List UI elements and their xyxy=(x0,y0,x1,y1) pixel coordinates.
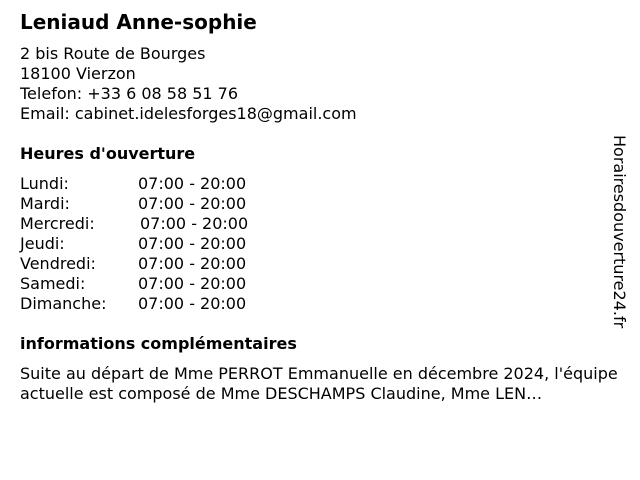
site-watermark: Horairesdouverture24.fr xyxy=(610,135,629,329)
additional-info-heading: informations complémentaires xyxy=(20,334,297,353)
hours-row-saturday xyxy=(20,274,280,294)
time-range: 07:00 - 20:00 xyxy=(140,214,249,233)
time-range: 07:00 - 20:00 xyxy=(138,294,247,313)
hours-row-tuesday xyxy=(20,194,280,214)
day-label: Vendredi: xyxy=(20,254,96,273)
day-label: Dimanche: xyxy=(20,294,107,313)
time-range: 07:00 - 20:00 xyxy=(138,174,247,193)
day-label: Jeudi: xyxy=(20,234,65,253)
hours-row-thursday xyxy=(20,234,280,254)
address-street: 2 bis Route de Bourges xyxy=(20,44,206,63)
day-label: Lundi: xyxy=(20,174,69,193)
time-range: 07:00 - 20:00 xyxy=(138,234,247,253)
time-range: 07:00 - 20:00 xyxy=(138,274,247,293)
address-city: 18100 Vierzon xyxy=(20,64,136,83)
time-range: 07:00 - 20:00 xyxy=(138,194,247,213)
email-line: Email: cabinet.idelesforges18@gmail.com xyxy=(20,104,357,123)
day-label: Mardi: xyxy=(20,194,70,213)
hours-row-monday xyxy=(20,174,280,194)
hours-row-wednesday xyxy=(20,214,280,234)
hours-row-friday xyxy=(20,254,280,274)
additional-info-text: Suite au départ de Mme PERROT Emmanuelle en décembre 2024, l'équipe actuelle est composé de Mme DESCHAMPS Claudine, Mme LEN… xyxy=(20,364,618,403)
opening-hours-heading: Heures d'ouverture xyxy=(20,144,196,163)
business-name: Leniaud Anne-sophie xyxy=(20,10,257,34)
day-label: Samedi: xyxy=(20,274,86,293)
day-label: Mercredi: xyxy=(20,214,95,233)
phone-line: Telefon: +33 6 08 58 51 76 xyxy=(20,84,239,103)
hours-row-sunday xyxy=(20,294,280,314)
time-range: 07:00 - 20:00 xyxy=(138,254,247,273)
